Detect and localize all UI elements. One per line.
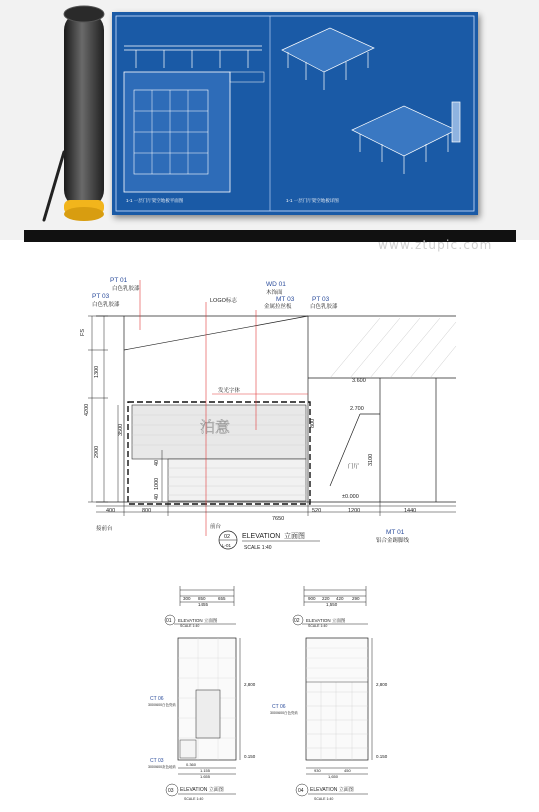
left-strip-num: 01 xyxy=(166,618,172,624)
logo-sign: 泊意 xyxy=(200,419,231,436)
right-strip-num: 02 xyxy=(294,618,300,624)
dim-left-2: 4200 xyxy=(84,403,90,416)
left-tag2: CT 03 xyxy=(150,758,164,764)
right-num2: 04 xyxy=(298,788,304,794)
note-mid: 发光字体 xyxy=(218,388,241,394)
tag-pt01-desc: 白色乳胶漆 xyxy=(112,286,140,292)
left-top-total: 1455 xyxy=(198,602,209,607)
left-tag1-desc: 300X600白色瓷砖 xyxy=(148,703,177,707)
right-scale: SCALE 1:40 xyxy=(314,797,334,801)
dim-right-0: 800 xyxy=(310,418,316,428)
left-bottom-dim-0: 0.360 xyxy=(186,762,197,767)
right-tag1-desc: 300X600白色瓷砖 xyxy=(270,711,299,715)
left-dim-right-1: 0.150 xyxy=(244,754,256,759)
left-tag1: CT 06 xyxy=(150,696,164,702)
dim-inner-0: 3500 xyxy=(118,423,124,436)
floor-plan xyxy=(124,72,264,192)
elevation-title-cn: 立面图 xyxy=(284,533,305,540)
dim-total: 7650 xyxy=(272,516,285,522)
tag-mt03: MT 03 xyxy=(276,296,295,303)
level-0: 3.600 xyxy=(352,378,366,384)
tag-pt03-left: PT 03 xyxy=(92,293,110,300)
right-title: ELEVATION 立面图 xyxy=(310,787,354,793)
left-tag2-desc: 300X600灰色地砖 xyxy=(148,765,177,769)
tag-wd01-desc: 木饰面 xyxy=(266,290,283,296)
right-top-total: 1,550 xyxy=(326,602,338,607)
left-title: ELEVATION 立面图 xyxy=(180,787,224,793)
small-elevations xyxy=(0,578,539,812)
section-ref: L-01 xyxy=(222,543,232,548)
isometric-detail-top xyxy=(282,28,374,90)
pen xyxy=(38,150,68,224)
blueprint-caption-right: 1-1 一层门厅架空地板详图 xyxy=(286,198,339,203)
right-bottom-dim-0: 930 xyxy=(314,768,321,773)
level-1: 2.700 xyxy=(350,406,364,412)
small-elevation-right xyxy=(270,638,388,801)
elevation-title-en: ELEVATION xyxy=(242,533,281,540)
left-scale: SCALE 1:40 xyxy=(184,797,204,801)
note-bottom: 前台 xyxy=(210,524,222,530)
right-bottom-total: 1,650 xyxy=(328,774,339,779)
right-top-dim-3: 290 xyxy=(352,596,360,601)
dim-left-0: FS xyxy=(80,328,86,336)
left-top-dim-2: 655 xyxy=(218,596,226,601)
main-elevation xyxy=(0,250,539,550)
dim-bottom-3: 1200 xyxy=(348,508,361,514)
small-elevation-left xyxy=(148,638,256,801)
dim-left-1: 1300 xyxy=(94,365,100,378)
right-top-dim-0: 900 xyxy=(308,596,316,601)
left-bottom-dim-1: 1.155 xyxy=(200,768,211,773)
dim-inner-3: 40 xyxy=(154,493,160,500)
tag-pt03-right-desc: 白色乳胶漆 xyxy=(310,304,338,310)
right-dim-right-1: 0.150 xyxy=(376,754,388,759)
tag-pt03-left-desc: 白色乳胶漆 xyxy=(92,302,120,308)
blueprint-sheet xyxy=(112,12,478,215)
section-number: 02 xyxy=(224,534,231,540)
left-strip-scale: SCALE 1:40 xyxy=(180,624,200,628)
watermark: www.ztupic.com xyxy=(378,238,493,252)
dim-bottom-2: 520 xyxy=(312,508,322,514)
left-bottom-total: 1.655 xyxy=(200,774,211,779)
left-top-dim-0: 300 xyxy=(183,596,191,601)
left-top-dim-1: 850 xyxy=(198,596,206,601)
dim-inner-2: 1000 xyxy=(154,477,160,490)
tag-mt03-desc: 金属拉丝板 xyxy=(264,304,292,310)
tag-mt01: MT 01 xyxy=(386,529,405,536)
dim-bottom-1: 800 xyxy=(142,508,152,514)
left-num2: 03 xyxy=(168,788,174,794)
right-dim-right-0: 2,800 xyxy=(376,682,388,687)
tag-pt01: PT 01 xyxy=(110,277,128,284)
elevation-scale: SCALE 1:40 xyxy=(244,545,272,550)
dim-left-3: 2900 xyxy=(94,445,100,458)
right-tag1: CT 06 xyxy=(272,704,286,710)
rail-detail xyxy=(124,46,262,68)
tag-mt01-desc: 铝合金踢脚线 xyxy=(376,538,410,544)
pen-illustration xyxy=(38,150,68,224)
hatch-area xyxy=(330,318,456,378)
right-top-dim-1: 220 xyxy=(322,596,330,601)
right-strip-scale: SCALE 1:40 xyxy=(308,624,328,628)
dim-bottom-0: 400 xyxy=(106,508,116,514)
isometric-detail-bottom xyxy=(352,102,460,174)
right-bottom-dim-1: 450 xyxy=(344,768,351,773)
dim-bottom-4: 1440 xyxy=(404,508,417,514)
dim-right-1: 3100 xyxy=(368,453,374,466)
right-top-dim-2: 420 xyxy=(336,596,344,601)
blueprint-drawing xyxy=(112,12,478,215)
dim-inner-1: 40 xyxy=(154,459,160,466)
note-top: LOGO标志 xyxy=(210,298,237,304)
tag-pt03-right: PT 03 xyxy=(312,296,330,303)
title-block xyxy=(219,531,320,550)
tag-wd01: WD 01 xyxy=(266,281,286,288)
level-2: ±0.000 xyxy=(342,494,359,500)
left-dim-right-0: 2,800 xyxy=(244,682,256,687)
right-strip-title: ELEVATION 立面图 xyxy=(306,618,346,623)
left-strip-title: ELEVATION 立面图 xyxy=(178,618,218,623)
blueprint-caption-left: 1-1 一层门厅架空地板平面图 xyxy=(126,198,184,203)
bottom-left-label: 接前台 xyxy=(96,526,113,532)
note-right: 门厅 xyxy=(348,464,360,470)
